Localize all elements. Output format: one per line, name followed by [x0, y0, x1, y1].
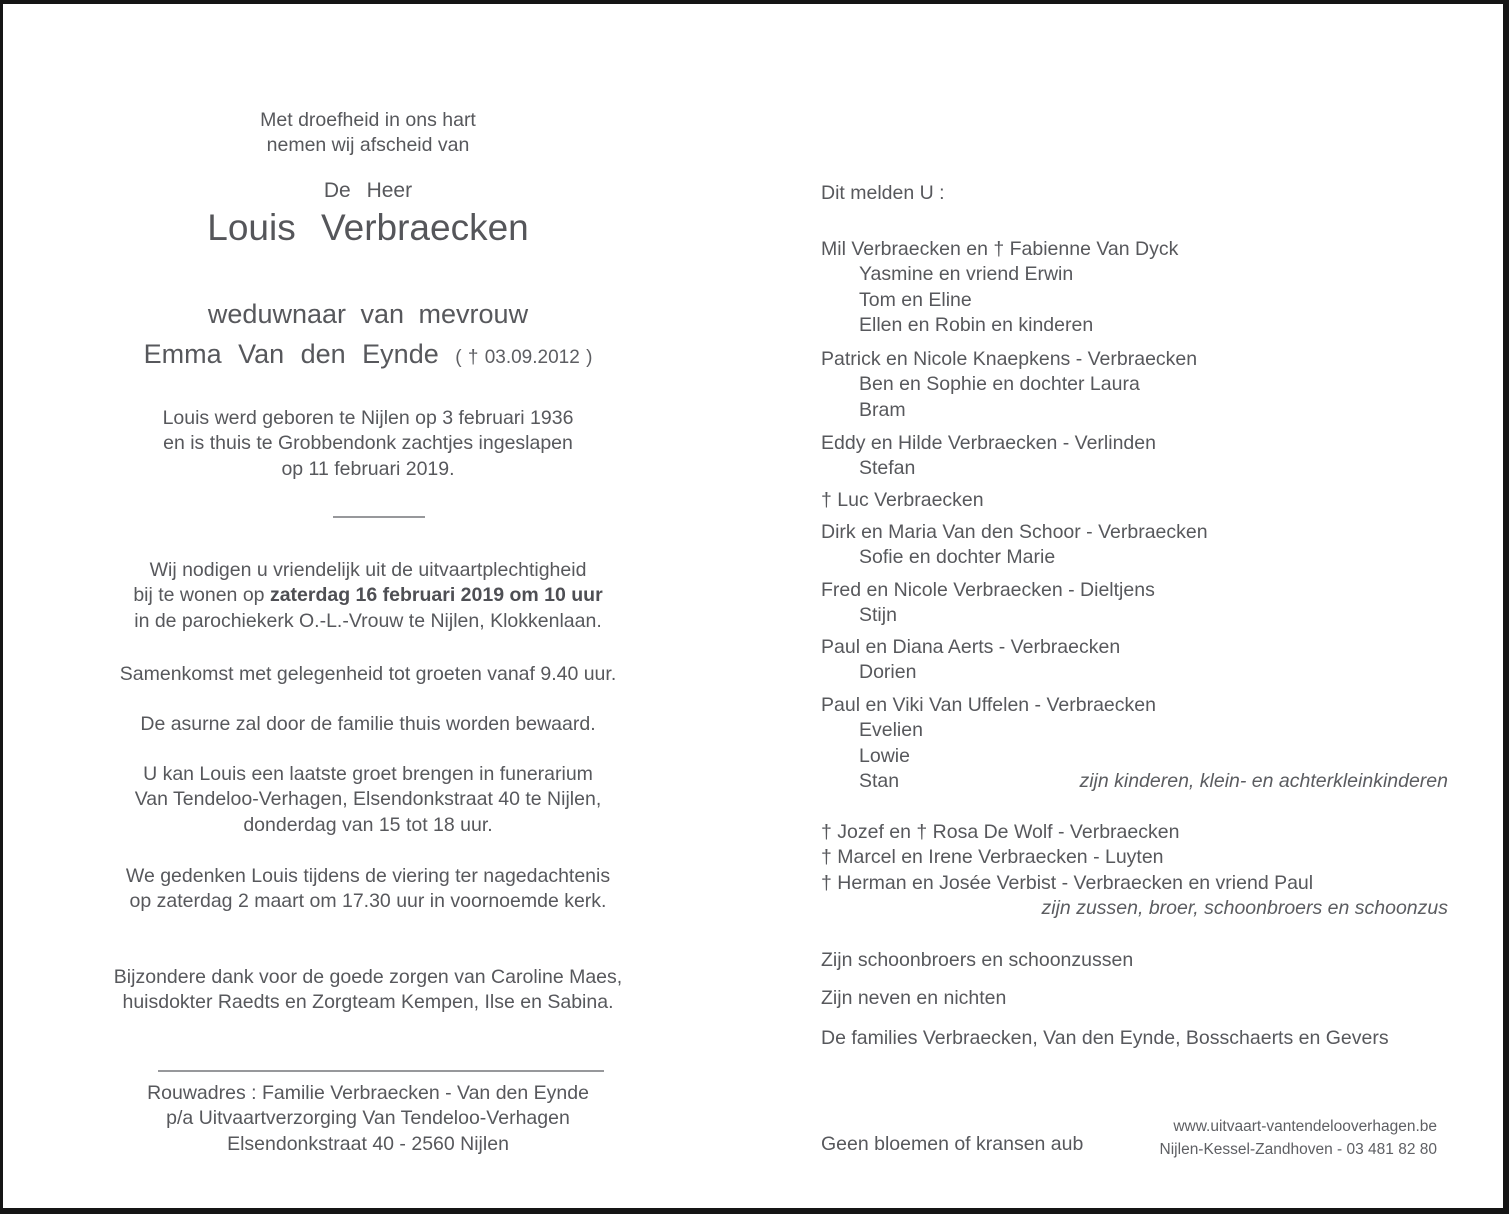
- urn-line: De asurne zal door de familie thuis worden bewaard.: [140, 713, 596, 735]
- mourning-address-line-3: Elsendonkstraat 40 - 2560 Nijlen: [227, 1132, 509, 1155]
- family-head: Paul en Viki Van Uffelen - Verbraecken: [821, 694, 1156, 716]
- birth-line-2: en is thuis te Grobbendonk zachtjes ingeslapen: [163, 432, 573, 455]
- family-head: Patrick en Nicole Knaepkens - Verbraecken: [821, 348, 1198, 370]
- sibling-line: † Marcel en Irene Verbraecken - Luyten: [821, 846, 1164, 869]
- funeral-home-locations-phone: Nijlen-Kessel-Zandhoven - 03 481 82 80: [1159, 1140, 1437, 1158]
- family-group: [821, 347, 1448, 423]
- birth-paragraph: [81, 406, 655, 482]
- family-child: Stijn: [859, 604, 897, 627]
- family-child: Bram: [859, 398, 906, 421]
- family-child: Tom en Eline: [859, 288, 972, 311]
- visitation-paragraph: [81, 762, 655, 838]
- thanks-paragraph: [81, 965, 655, 1016]
- children-relation-note: zijn kinderen, klein- en achterkleinkinderen: [1079, 769, 1448, 792]
- siblings-group: [821, 820, 1448, 921]
- invite-line-2: [81, 583, 655, 608]
- birth-line-1: Louis werd geboren te Nijlen op 3 februari 1936: [162, 407, 574, 429]
- announcers-heading: Dit melden U :: [821, 182, 945, 204]
- spouse-name: Emma Van den Eynde: [143, 339, 439, 369]
- invite-line-1: Wij nodigen u vriendelijk uit de uitvaartplechtigheid: [149, 559, 587, 581]
- family-child: Yasmine en vriend Erwin: [859, 263, 1074, 286]
- siblings-relation-note: zijn zussen, broer, schoonbroers en schoonzus: [1041, 896, 1448, 919]
- widower-line: weduwnaar van mevrouw: [207, 299, 529, 329]
- family-child: Ben en Sophie en dochter Laura: [859, 373, 1140, 396]
- mourning-address: [81, 1081, 655, 1157]
- families-line: De families Verbraecken, Van den Eynde, Bosschaerts en Gevers: [821, 1027, 1389, 1049]
- sibling-line: † Jozef en † Rosa De Wolf - Verbraecken: [821, 821, 1180, 843]
- thanks-line-1: Bijzondere dank voor de goede zorgen van Caroline Maes,: [113, 966, 623, 988]
- spouse-line: [81, 339, 655, 370]
- family-head: † Luc Verbraecken: [821, 489, 984, 511]
- family-group: [821, 635, 1448, 686]
- family-group: [821, 693, 1448, 794]
- gathering-line: Samenkomst met gelegenheid tot groeten vanaf 9.40 uur.: [119, 663, 617, 685]
- family-child: Evelien: [859, 719, 923, 742]
- invite-line-2-prefix: bij te wonen op: [133, 584, 265, 607]
- family-group: [821, 488, 1448, 513]
- family-group: [821, 237, 1448, 338]
- family-head: Paul en Diana Aerts - Verbraecken: [821, 636, 1121, 658]
- family-group: [821, 520, 1448, 571]
- family-child: Dorien: [859, 661, 917, 684]
- funeral-home-website: www.uitvaart-vantendelooverhagen.be: [1173, 1118, 1437, 1135]
- intro-text: [81, 108, 655, 159]
- visit-line-2: Van Tendeloo-Verhagen, Elsendonkstraat 40 te Nijlen,: [134, 788, 602, 811]
- long-divider: [158, 1070, 604, 1072]
- family-head: Fred en Nicole Verbraecken - Dieltjens: [821, 579, 1155, 601]
- family-child: Lowie: [859, 744, 910, 767]
- thanks-line-2: huisdokter Raedts en Zorgteam Kempen, Ilse en Sabina.: [122, 991, 614, 1014]
- birth-line-3: op 11 februari 2019.: [281, 457, 455, 480]
- family-child: [821, 769, 1448, 794]
- inlaws-line: Zijn schoonbroers en schoonzussen: [821, 949, 1134, 971]
- family-head: Eddy en Hilde Verbraecken - Verlinden: [821, 432, 1156, 454]
- intro-line-1: Met droefheid in ons hart: [260, 109, 476, 131]
- family-child-name: Stan: [859, 769, 900, 792]
- family-child: Ellen en Robin en kinderen: [859, 313, 1094, 336]
- family-group: [821, 578, 1448, 629]
- family-group: [821, 431, 1448, 482]
- sibling-line: † Herman en Josée Verbist - Verbraecken en vriend Paul: [821, 871, 1314, 894]
- mourning-address-line-1: Rouwadres : Familie Verbraecken - Van den Eynde: [147, 1082, 589, 1104]
- memorial-paragraph: [81, 864, 655, 915]
- no-flowers-line: Geen bloemen of kransen aub: [821, 1133, 1084, 1155]
- family-head: Dirk en Maria Van den Schoor - Verbraecken: [821, 521, 1208, 543]
- funeral-home-info: [1160, 1116, 1437, 1161]
- cousins-line: Zijn neven en nichten: [821, 987, 1007, 1009]
- salutation: De Heer: [323, 179, 413, 202]
- family-head: Mil Verbraecken en † Fabienne Van Dyck: [821, 238, 1179, 260]
- deceased-name: Louis Verbraecken: [207, 207, 529, 248]
- mourning-address-line-2: p/a Uitvaartverzorging Van Tendeloo-Verhagen: [166, 1107, 570, 1130]
- family-child: Sofie en dochter Marie: [859, 546, 1056, 569]
- invitation-paragraph: [81, 558, 655, 634]
- invite-line-3: in de parochiekerk O.-L.-Vrouw te Nijlen, Klokkenlaan.: [134, 609, 602, 632]
- funeral-date: zaterdag 16 februari 2019 om 10 uur: [269, 584, 603, 607]
- memorial-line-1: We gedenken Louis tijdens de viering ter nagedachtenis: [125, 865, 611, 887]
- visit-line-3: donderdag van 15 tot 18 uur.: [243, 813, 493, 836]
- family-child: Stefan: [859, 457, 916, 480]
- visit-line-1: U kan Louis een laatste groet brengen in funerarium: [143, 763, 593, 785]
- memorial-line-2: op zaterdag 2 maart om 17.30 uur in voornoemde kerk.: [129, 890, 607, 913]
- short-divider: [333, 516, 425, 518]
- intro-line-2: nemen wij afscheid van: [266, 134, 470, 157]
- spouse-death-date: ( † 03.09.2012 ): [455, 347, 593, 368]
